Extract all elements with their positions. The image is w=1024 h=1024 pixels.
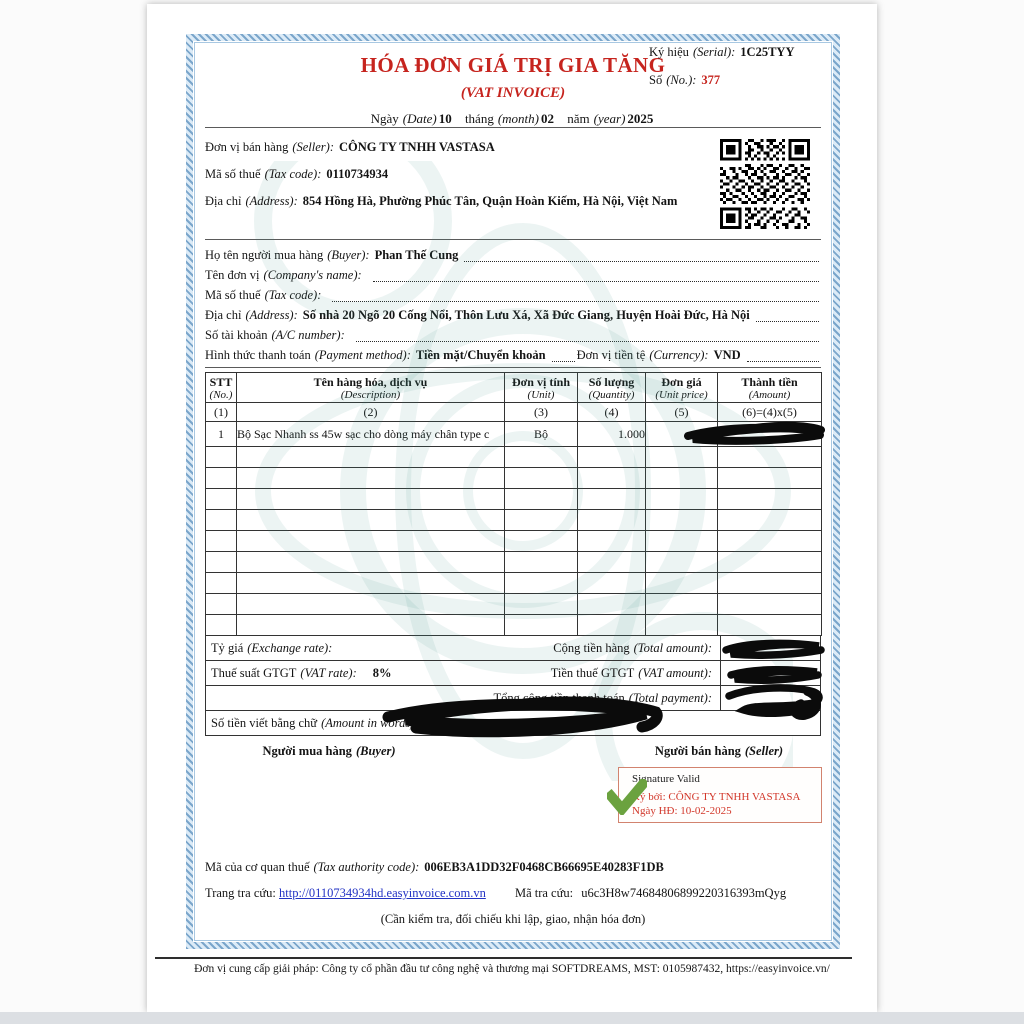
column-number-row: (1) (2) (3) (4) (5) (6)=(4)x(5) [206, 403, 822, 422]
dotted-line [747, 361, 819, 362]
buyer-company: Tên đơn vị (Company's name): [205, 265, 821, 285]
empty-row [206, 531, 822, 552]
buyer-section [205, 240, 821, 367]
page-subtitle: (VAT INVOICE) [460, 85, 566, 101]
redaction-scribble [374, 687, 669, 739]
serial-block [649, 45, 819, 88]
tax-authority-code: Mã của cơ quan thuế (Tax authority code): 006EB3A1DD32F0468CB66695E40283F1DB [205, 860, 664, 874]
payment-method: Hình thức thanh toán (Payment method): Tiền mặt/Chuyển khoản [205, 346, 577, 366]
invoice-page [147, 4, 877, 1012]
currency: Đơn vị tiền tệ (Currency): VND [577, 346, 821, 366]
empty-row [206, 594, 822, 615]
items-table [205, 372, 822, 636]
col-unit: Đơn vị tính (Unit) [505, 373, 578, 403]
table-header-row [206, 373, 822, 403]
total-value-redacted [720, 686, 820, 710]
invoice-number: 377 [701, 73, 721, 87]
buyer-account: Số tài khoản (A/C number): [205, 325, 821, 345]
lookup-code-label: Mã tra cứu: [514, 886, 574, 900]
seller-address: Địa chỉ (Address): 854 Hồng Hà, Phường Phúc Tân, Quận Hoàn Kiếm, Hà Nội, Việt Nam [205, 194, 678, 208]
lookup-url-link[interactable]: http://0110734934hd.easyinvoice.com.vn [279, 886, 486, 900]
qr-code [720, 139, 810, 229]
item-description: Bộ Sạc Nhanh ss 45w sạc cho dòng máy chân type c [237, 422, 505, 447]
dotted-line [552, 361, 575, 362]
empty-row [206, 447, 822, 468]
payment-row [205, 345, 821, 365]
seller-signature-label: Người bán hàng (Seller) [654, 744, 784, 758]
empty-row [206, 573, 822, 594]
checkmark-icon [607, 779, 647, 815]
buyer-tax-code: Mã số thuế (Tax code): [205, 285, 821, 305]
lookup-code-value: u6c3H8w74684806899220316393mQyg [581, 886, 787, 900]
col-stt: STT (No.) [206, 373, 237, 403]
month-value: 02 [541, 111, 554, 126]
divider [155, 957, 852, 959]
day-value: 10 [438, 111, 452, 126]
subtotal-value-redacted [720, 636, 820, 660]
seller-tax-code: Mã số thuế (Tax code): 0110734934 [205, 167, 389, 181]
signature-row [205, 744, 821, 762]
invoice-header [205, 41, 821, 127]
col-unit-price: Đơn giá (Unit price) [646, 373, 718, 403]
empty-row [206, 468, 822, 489]
seller-section [205, 128, 821, 239]
col-description: Tên hàng hóa, dịch vụ (Description) [237, 373, 505, 403]
dotted-line [356, 341, 819, 342]
decorative-frame [186, 34, 840, 949]
invoice-footer [205, 854, 821, 932]
empty-row [206, 489, 822, 510]
year-value: 2025 [627, 111, 654, 126]
buyer-address: Địa chỉ (Address): Số nhà 20 Ngõ 20 Cống Nổi, Thôn Lưu Xá, Xã Đức Giang, Huyện Hoài Đức, Hà Nội [205, 305, 821, 325]
totals-row-exchange: Tỷ giá (Exchange rate): Cộng tiền hàng (Total amount): [205, 636, 821, 661]
buyer-name: Họ tên người mua hàng (Buyer): Phan Thế Cung [205, 245, 821, 265]
redaction-scribble [719, 637, 827, 661]
provider-line: Đơn vị cung cấp giải pháp: Công ty cổ phần đầu tư công nghệ và thương mại SOFTDREAMS, MST: 0105987432, https://easyinvoice.vn/ [194, 963, 830, 975]
item-no: 1 [206, 422, 237, 447]
item-quantity: 1.000 [578, 422, 646, 447]
page-title: HÓA ĐƠN GIÁ TRỊ GIA TĂNG [360, 53, 666, 77]
signature-date-text: Ngày HĐ: 10-02-2025 [632, 805, 732, 817]
divider [205, 367, 821, 368]
empty-row [206, 552, 822, 573]
item-amount-redacted [718, 422, 822, 447]
dotted-line [756, 321, 819, 322]
totals-row-total: Tổng cộng tiền thanh toán (Total payment): [205, 686, 821, 711]
buyer-signature-label: Người mua hàng (Buyer) [262, 744, 396, 758]
signature-valid-text: Signature Valid [632, 773, 700, 785]
invoice-date-line: Ngày (Date) 10 tháng (month) 02 năm (year) 2025 [370, 111, 654, 126]
empty-row [206, 510, 822, 531]
digital-signature-stamp [618, 767, 822, 823]
totals-row-amount-in-words: Số tiền viết bằng chữ (Amount in words): [205, 711, 821, 736]
redaction-scribble [680, 417, 826, 449]
dotted-line [332, 301, 819, 302]
check-note: (Cần kiểm tra, đối chiếu khi lập, giao, nhận hóa đơn) [380, 912, 646, 926]
item-unit: Bộ [505, 422, 578, 447]
col-amount: Thành tiền (Amount) [718, 373, 822, 403]
dotted-line [373, 281, 819, 282]
table-row [206, 422, 822, 447]
col-quantity: Số lượng (Quantity) [578, 373, 646, 403]
lookup-line: Trang tra cứu: http://0110734934hd.easyinvoice.com.vn Mã tra cứu: u6c3H8w74684806899220316393mQyg [205, 886, 787, 900]
dotted-line [464, 261, 819, 262]
signed-by-text: Ký bởi: CÔNG TY TNHH VASTASA [632, 791, 801, 803]
totals-row-vat: Thuế suất GTGT (VAT rate): 8% Tiền thuế GTGT (VAT amount): [205, 661, 821, 686]
vat-rate-value: 8% [372, 665, 392, 680]
number-line: Số (No.): 377 [649, 73, 721, 87]
serial-line: Ký hiệu (Serial): 1C25TYY [649, 45, 795, 59]
photo-background-strip [0, 1012, 1024, 1024]
seller-name: Đơn vị bán hàng (Seller): CÔNG TY TNHH VASTASA [205, 140, 495, 154]
empty-row [206, 615, 822, 636]
serial-value: 1C25TYY [740, 45, 795, 59]
